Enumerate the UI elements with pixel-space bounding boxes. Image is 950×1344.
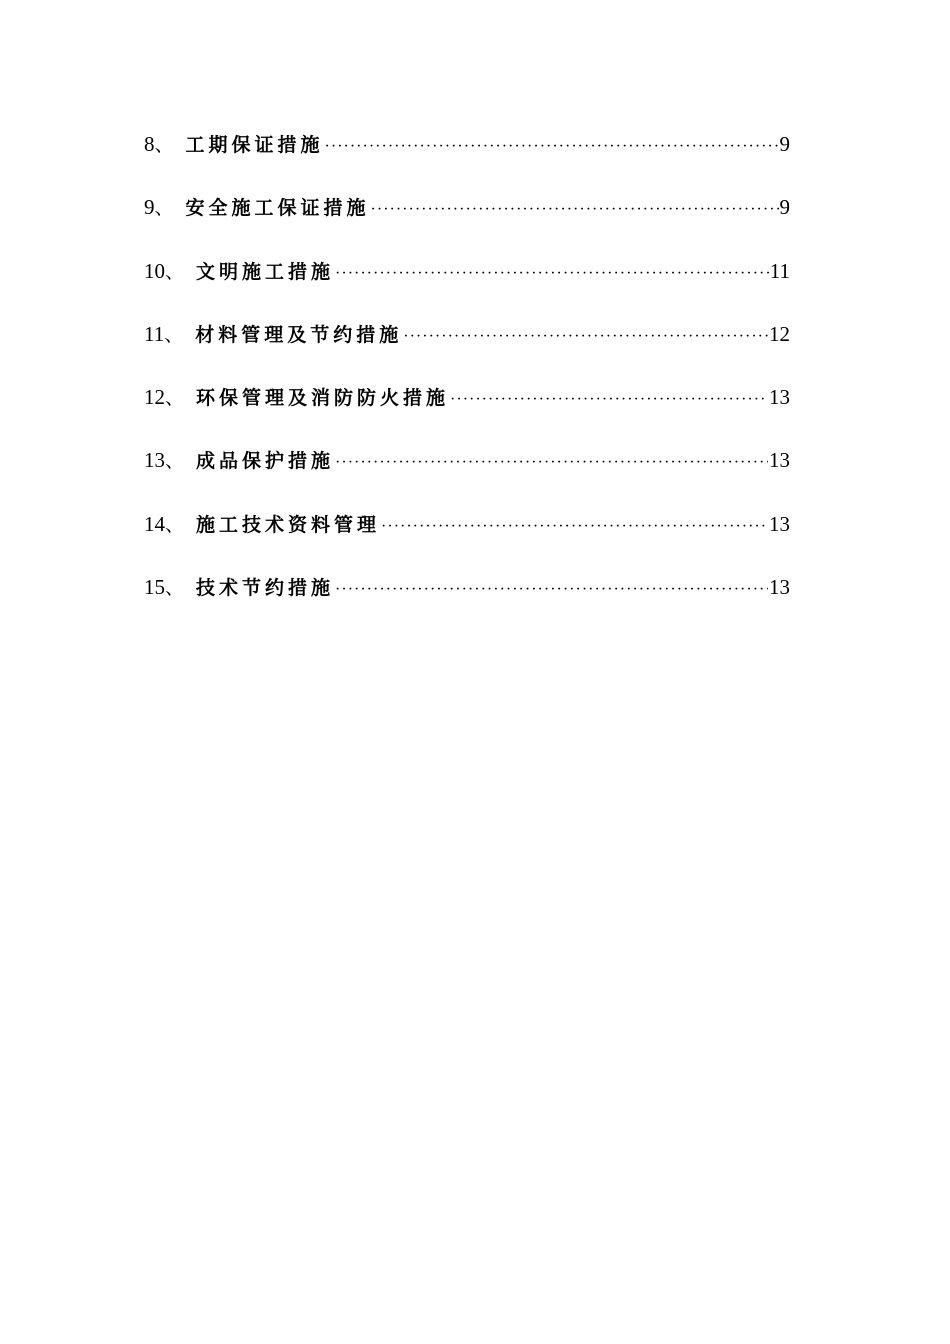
toc-entry-number: 11 xyxy=(144,321,165,346)
toc-entry-title: 工期保证措施 xyxy=(185,134,324,156)
toc-dot-leader xyxy=(403,328,768,346)
toc-entry-number: 12 xyxy=(144,385,165,410)
toc-entry-separator: 、 xyxy=(165,260,185,283)
toc-entry-separator: 、 xyxy=(164,323,184,346)
toc-entry-number: 13 xyxy=(144,448,165,473)
toc-entry-separator: 、 xyxy=(165,513,185,536)
toc-entry-title: 成品保护措施 xyxy=(196,450,335,473)
toc-entry[interactable] xyxy=(144,510,790,573)
toc-entry-number: 14 xyxy=(144,511,165,536)
toc-dot-leader xyxy=(371,201,779,219)
toc-entry-number: 8 xyxy=(144,132,155,156)
toc-entry-separator: 、 xyxy=(154,197,174,220)
toc-entry-page: 11 xyxy=(769,258,790,283)
toc-entry-page: 13 xyxy=(769,385,790,410)
toc-entry-separator: 、 xyxy=(154,134,174,156)
toc-entry[interactable] xyxy=(144,130,790,193)
toc-entry-title: 材料管理及节约措施 xyxy=(195,323,403,346)
toc-entry[interactable] xyxy=(144,383,790,446)
toc-entry-page: 13 xyxy=(769,575,790,600)
toc-dot-leader xyxy=(335,265,769,283)
table-of-contents xyxy=(144,130,790,636)
toc-dot-leader xyxy=(450,391,768,409)
toc-entry-title: 文明施工措施 xyxy=(196,260,335,283)
toc-entry-separator: 、 xyxy=(165,450,185,473)
toc-entry-page: 12 xyxy=(769,321,790,346)
toc-entry-title: 安全施工保证措施 xyxy=(185,197,370,220)
toc-dot-leader xyxy=(381,518,768,536)
toc-dot-leader xyxy=(325,138,779,156)
toc-entry-number: 15 xyxy=(144,575,165,600)
toc-entry-page: 9 xyxy=(779,132,790,156)
toc-entry-separator: 、 xyxy=(165,387,185,410)
toc-entry[interactable] xyxy=(144,320,790,383)
toc-entry-title: 技术节约措施 xyxy=(196,577,335,600)
toc-entry[interactable] xyxy=(144,257,790,320)
toc-dot-leader xyxy=(335,581,768,599)
toc-entry-title: 施工技术资料管理 xyxy=(196,513,381,536)
toc-entry-page: 13 xyxy=(769,448,790,473)
toc-entry[interactable] xyxy=(144,446,790,509)
toc-entry[interactable] xyxy=(144,193,790,256)
toc-entry-page: 9 xyxy=(779,195,790,220)
toc-entry-number: 10 xyxy=(144,258,165,283)
toc-entry[interactable] xyxy=(144,573,790,636)
toc-entry-page: 13 xyxy=(769,511,790,536)
toc-entry-number: 9 xyxy=(144,195,155,220)
toc-entry-separator: 、 xyxy=(165,577,185,600)
toc-dot-leader xyxy=(335,454,768,472)
toc-entry-title: 环保管理及消防防火措施 xyxy=(196,387,450,410)
